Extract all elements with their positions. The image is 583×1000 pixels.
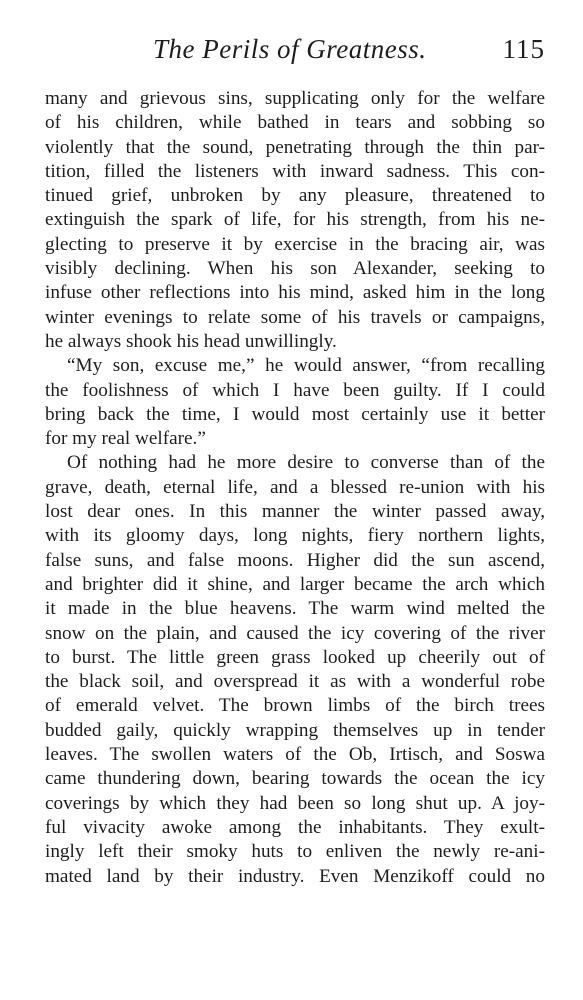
text-line: visibly declining. When his son Alexander, seeking to — [45, 258, 545, 280]
text-line: the foolishness of which I have been guilty. If I could — [45, 379, 545, 401]
text-line: budded gaily, quickly wrapping themselves up in tender — [45, 719, 545, 741]
text-line: grave, death, eternal life, and a blessed re-union with his — [45, 476, 545, 498]
text-line: and brighter did it shine, and larger became the arch which — [45, 573, 545, 595]
text-line: he always shook his head unwillingly. — [45, 330, 337, 352]
running-title: The Perils of Greatness. — [153, 34, 427, 64]
text-line: ful vivacity awoke among the inhabitants. They exult- — [45, 816, 545, 838]
text-line: with its gloomy days, long nights, fiery northern lights, — [45, 525, 545, 547]
text-line: many and grievous sins, supplicating only for the welfare — [45, 88, 545, 109]
text-line: tinued grief, unbroken by any pleasure, threatened to — [45, 185, 545, 207]
text-line: false suns, and false moons. Higher did the sun ascend, — [45, 549, 545, 571]
text-line: infuse other reflections into his mind, asked him in the long — [45, 282, 545, 304]
text-line: glecting to preserve it by exercise in the bracing air, was — [45, 233, 545, 255]
text-line: ingly left their smoky huts to enliven the newly re-ani- — [45, 841, 545, 863]
text-line: of his children, while bathed in tears and sobbing so — [45, 112, 545, 134]
text-line: of emerald velvet. The brown limbs of the birch trees — [45, 695, 545, 717]
text-line: mated land by their industry. Even Menzikoff could no — [45, 865, 545, 887]
text-line: for my real welfare.” — [45, 428, 206, 450]
text-line: came thundering down, bearing towards the ocean the icy — [45, 768, 545, 790]
page-number: 115 — [502, 34, 545, 64]
running-head — [45, 34, 545, 74]
text-line: bring back the time, I would most certainly use it better — [45, 403, 545, 425]
body-text — [45, 87, 545, 889]
text-line: snow on the plain, and caused the icy covering of the river — [45, 622, 545, 644]
text-line: lost dear ones. In this manner the winter passed away, — [45, 501, 545, 523]
text-line: Of nothing had he more desire to converse than of the — [67, 452, 545, 474]
text-line: violently that the sound, penetrating through the thin par- — [45, 136, 545, 158]
text-line: winter evenings to relate some of his travels or campaigns, — [45, 306, 545, 328]
text-line: coverings by which they had been so long shut up. A joy- — [45, 792, 545, 814]
text-line: the black soil, and overspread it as with a wonderful robe — [45, 671, 545, 693]
text-line: it made in the blue heavens. The warm wind melted the — [45, 598, 545, 620]
text-line: extinguish the spark of life, for his strength, from his ne- — [45, 209, 545, 231]
text-line: tition, filled the listeners with inward sadness. This con- — [45, 160, 545, 182]
text-line: leaves. The swollen waters of the Ob, Irtisch, and Soswa — [45, 744, 545, 766]
text-line: to burst. The little green grass looked up cheerily out of — [45, 646, 545, 668]
text-line: “My son, excuse me,” he would answer, “from recalling — [67, 355, 545, 377]
